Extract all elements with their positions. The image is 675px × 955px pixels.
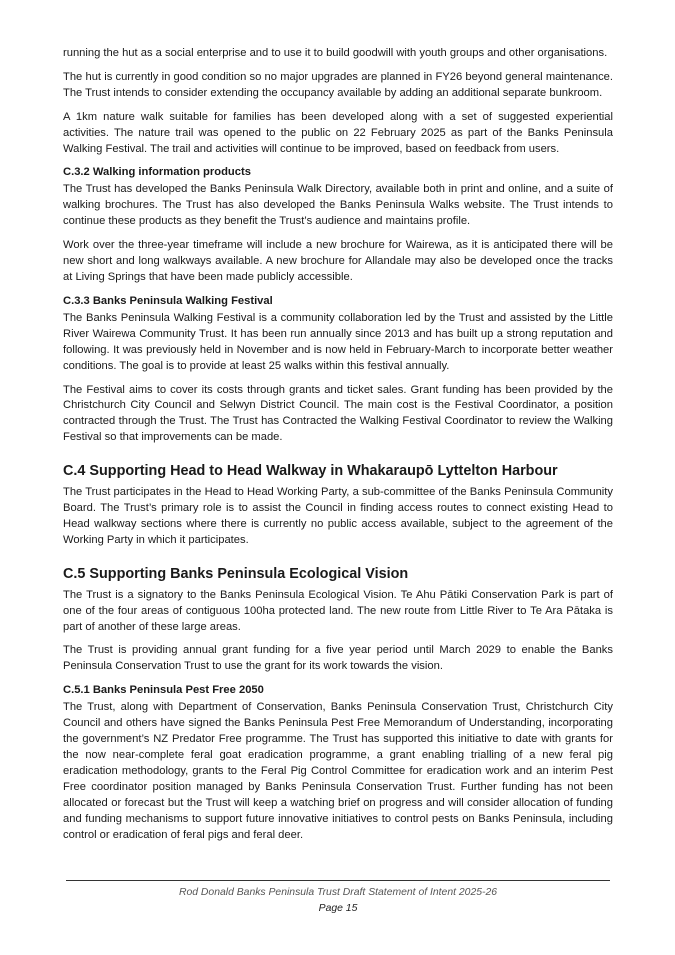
page-footer bbox=[63, 880, 613, 915]
paragraph-hut-condition: The hut is currently in good condition so no major upgrades are planned in FY26 beyond general maintenance. The Trust intends to consider extending the occupancy available by adding an additional separate bunkroom. bbox=[63, 70, 613, 99]
paragraph-walk-directory: The Trust has developed the Banks Peninsula Walk Directory, available both in print and online, and a suite of walking brochures. The Trust has also developed the Banks Peninsula Walks website. The Trust intends to continue these products as they benefit the Trust’s audience and maintains profile. bbox=[63, 183, 613, 228]
paragraph-ecological-vision: The Trust is a signatory to the Banks Peninsula Ecological Vision. Te Ahu Pātiki Conservation Park is part of one of the four areas of contiguous 100ha protected land. The new route from Little River to Te Ara Pātaka is part of another of these large areas. bbox=[63, 588, 613, 633]
paragraph-walking-festival: The Banks Peninsula Walking Festival is a community collaboration led by the Trust and assisted by the Little River Wairewa Community Trust. It has been run annually since 2013 and has built up a strong reputation and following. It was previously held in November and is now held in February-March to incorporate better weather conditions. The goal is to provide at least 25 walks within this festival annually. bbox=[63, 311, 613, 372]
document-body bbox=[63, 46, 613, 851]
paragraph-pest-free: The Trust, along with Department of Conservation, Banks Peninsula Conservation Trust, Christchurch City Council and others have signed the Banks Peninsula Pest Free Memorandum of Understanding, incorporating the government’s NZ Predator Free programme. The Trust has supported this initiative to date with grants for the now near-complete feral goat eradication programme, a grant enabling trialling of a new feral pig eradication methodology, grants to the Feral Pig Control Committee for eradication work and an interim Pest Free coordinator position managed by Banks Peninsula Conservation Trust. Further funding has not been allocated or forecast but the Trust will keep a watching brief on progress and will consider allocation of funding and funding mechanisms to support future innovative initiatives to control pests on Banks Peninsula, including control or eradication of feral pigs and feral deer. bbox=[63, 701, 613, 841]
footer-divider bbox=[66, 880, 610, 881]
page-number: Page 15 bbox=[318, 903, 358, 914]
footer-title: Rod Donald Banks Peninsula Trust Draft Statement of Intent 2025-26 bbox=[178, 887, 498, 898]
heading-c4: C.4 Supporting Head to Head Walkway in Whakaraupō Lyttelton Harbour bbox=[63, 463, 558, 480]
heading-c33: C.3.3 Banks Peninsula Walking Festival bbox=[63, 294, 273, 307]
heading-c32: C.3.2 Walking information products bbox=[63, 166, 251, 179]
paragraph-festival-costs: The Festival aims to cover its costs through grants and ticket sales. Grant funding has been provided by the Christchurch City Council and Selwyn District Council. The main cost is the Festival Coordinator, a position contracted through the Trust. The Trust has Contracted the Walking Festival Coordinator to review the Walking Festival so that improvements can be made. bbox=[63, 383, 613, 444]
paragraph-hut-social-enterprise: running the hut as a social enterprise and to use it to build goodwill with youth groups and other organisations. bbox=[63, 47, 608, 59]
paragraph-three-year-work: Work over the three-year timeframe will include a new brochure for Wairewa, as it is anticipated there will be new short and long walkways available. A new brochure for Allandale may also be developed once the tracks at Living Springs that have been made publicly accessible. bbox=[63, 239, 613, 283]
paragraph-head-to-head: The Trust participates in the Head to Head Working Party, a sub-committee of the Banks Peninsula Community Board. The Trust’s primary role is to assist the Council in finding access routes to connect existing Head to Head walkway sections where there is currently no public access available, subject to the agreement of the Working Party in which it participates. bbox=[63, 486, 613, 546]
paragraph-nature-walk: A 1km nature walk suitable for families has been developed along with a set of suggested experiential activities. The nature trail was opened to the public on 22 February 2025 as part of the Banks Peninsula Walking Festival. The trail and activities will continue to be improved, based on feedback from users. bbox=[63, 110, 613, 155]
heading-c5: C.5 Supporting Banks Peninsula Ecological Vision bbox=[63, 565, 409, 582]
paragraph-grant-funding: The Trust is providing annual grant funding for a five year period until March 2029 to enable the Banks Peninsula Conservation Trust to use the grant for its work towards the vision. bbox=[63, 644, 613, 673]
heading-c51: C.5.1 Banks Peninsula Pest Free 2050 bbox=[63, 684, 264, 697]
